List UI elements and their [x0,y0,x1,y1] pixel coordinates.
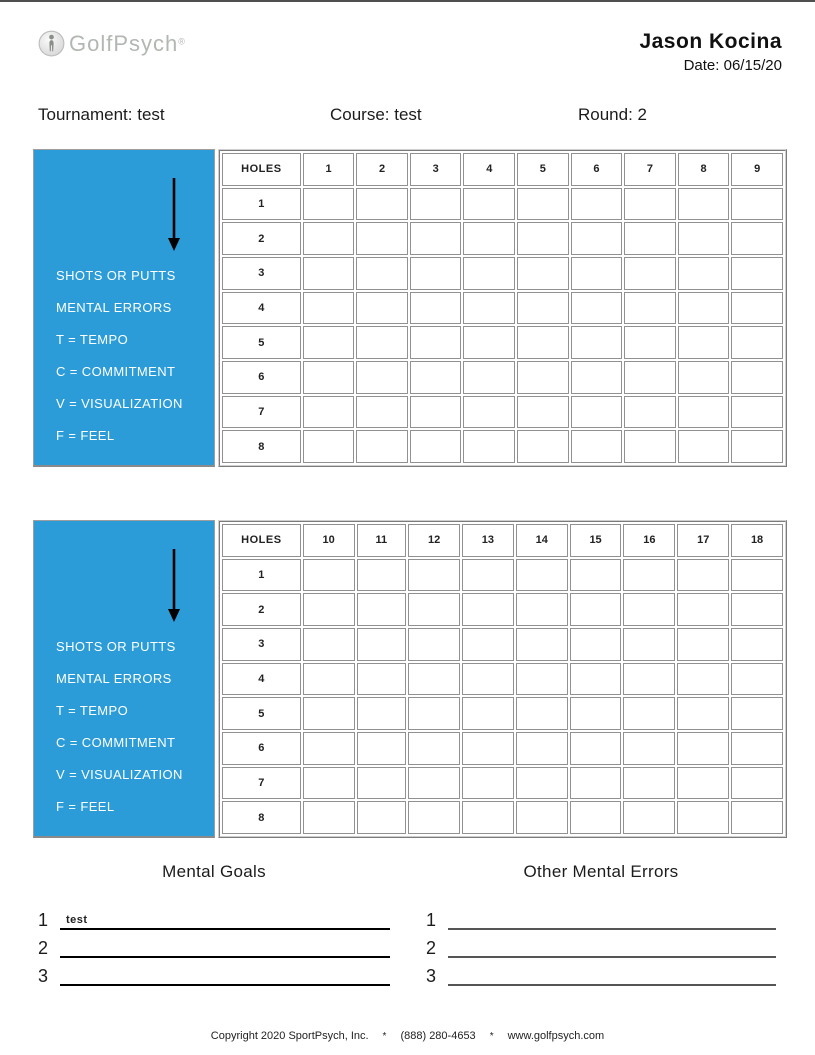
score-cell [517,188,569,221]
score-cell [623,663,675,696]
score-cell [303,732,355,765]
hole-number-header: 6 [571,153,623,186]
course-field: Course: test [330,105,422,124]
score-cell [462,559,514,592]
row-number-cell: 4 [222,292,301,325]
row-number-cell: 4 [222,663,301,696]
goal-line [60,900,390,930]
error-line [448,956,776,986]
score-cell [731,767,783,800]
score-cell [408,697,460,730]
score-cell [357,628,407,661]
score-cell [677,593,729,626]
tournament-field: Tournament: test [38,105,165,124]
score-cell [731,292,783,325]
legend-item: MENTAL ERRORS [56,671,172,686]
score-cell [303,257,355,290]
row-number-cell: 7 [222,396,301,429]
score-cell [570,767,622,800]
error-number: 2 [426,938,437,958]
score-cell [462,628,514,661]
row-number-cell: 6 [222,732,301,765]
score-cell [356,257,408,290]
goal-number: 3 [38,966,49,986]
score-cell [624,188,676,221]
score-cell [570,732,622,765]
score-cell [357,663,407,696]
page-header [38,30,782,74]
score-cell [357,559,407,592]
logo-text: GolfPsych [69,30,179,56]
score-cell [677,767,729,800]
score-cell [357,697,407,730]
score-cell [303,559,355,592]
score-cell [731,732,783,765]
score-cell [624,396,676,429]
score-cell [410,292,462,325]
score-cell [462,663,514,696]
score-cell [623,732,675,765]
score-cell [731,663,783,696]
score-cell [516,628,568,661]
back-nine-section [33,520,787,838]
legend-item: T = TEMPO [56,703,129,718]
score-cell [517,326,569,359]
score-cell [731,188,783,221]
goal-row [38,958,390,986]
score-cell [517,292,569,325]
error-line [448,928,776,958]
score-cell [677,628,729,661]
score-cell [410,222,462,255]
hole-number-header: 16 [623,524,675,557]
hole-number-header: 7 [624,153,676,186]
legend-item: F = FEEL [56,799,115,814]
score-cell [462,732,514,765]
score-cell [570,663,622,696]
score-cell [408,732,460,765]
error-number: 1 [426,910,437,930]
score-cell [516,801,568,834]
score-cell [410,326,462,359]
score-cell [731,396,783,429]
score-cell [731,628,783,661]
score-cell [623,697,675,730]
separator-star: * [382,1031,387,1042]
hole-number-header: 3 [410,153,462,186]
score-cell [410,257,462,290]
legend-list [56,260,208,452]
hole-number-header: 9 [731,153,783,186]
score-cell [356,430,408,463]
hole-number-header: 17 [677,524,729,557]
score-cell [303,396,355,429]
score-cell [731,430,783,463]
score-cell [408,593,460,626]
row-number-cell: 8 [222,801,301,834]
score-cell [303,593,355,626]
score-cell [462,593,514,626]
score-cell [731,559,783,592]
other-mental-errors-title: Other Mental Errors [523,862,679,881]
legend-item: T = TEMPO [56,332,129,347]
row-number-cell: 2 [222,222,301,255]
score-cell [462,697,514,730]
hole-number-header: 2 [356,153,408,186]
score-cell [571,430,623,463]
phone-number: (888) 280-4653 [400,1030,476,1042]
row-number-cell: 3 [222,628,301,661]
score-cell [516,559,568,592]
error-number: 3 [426,966,437,986]
legend-panel-front [33,149,215,467]
website-url: www.golfpsych.com [507,1030,605,1042]
score-cell [570,628,622,661]
person-circle-icon [38,30,65,57]
error-row [426,902,776,930]
goal-row [38,930,390,958]
score-cell [678,188,730,221]
score-cell [677,732,729,765]
hole-number-header: 11 [357,524,407,557]
back-nine-table [218,520,787,838]
score-cell [678,257,730,290]
score-cell [570,697,622,730]
golfpsych-logo [38,30,185,57]
score-cell [731,697,783,730]
down-arrow-icon [164,176,184,252]
front-nine-table [218,149,787,467]
score-cell [463,292,515,325]
error-row [426,958,776,986]
other-mental-errors-block [426,862,776,986]
legend-item: MENTAL ERRORS [56,300,172,315]
legend-item: SHOTS OR PUTTS [56,639,176,654]
score-cell [731,593,783,626]
score-cell [570,593,622,626]
score-cell [678,430,730,463]
score-cell [678,326,730,359]
hole-number-header: 18 [731,524,783,557]
hole-number-header: 1 [303,153,355,186]
score-cell [303,430,355,463]
hole-number-header: 15 [570,524,622,557]
score-cell [677,801,729,834]
score-cell [303,697,355,730]
player-block [639,30,782,74]
score-cell [410,188,462,221]
holes-header-cell: HOLES [222,524,301,557]
mental-goals-title: Mental Goals [162,862,266,881]
copyright-text: Copyright 2020 SportPsych, Inc. [210,1030,369,1042]
score-cell [731,222,783,255]
score-cell [356,188,408,221]
score-cell [463,430,515,463]
score-cell [516,732,568,765]
score-cell [517,396,569,429]
score-cell [623,593,675,626]
score-cell [303,326,355,359]
holes-header-cell: HOLES [222,153,301,186]
score-cell [303,292,355,325]
score-cell [624,222,676,255]
row-number-cell: 6 [222,361,301,394]
error-line [448,900,776,930]
score-cell [678,361,730,394]
score-cell [303,801,355,834]
hole-number-header: 12 [408,524,460,557]
score-cell [408,663,460,696]
score-cell [410,396,462,429]
score-cell [303,663,355,696]
row-number-cell: 5 [222,697,301,730]
score-cell [462,767,514,800]
score-cell [571,361,623,394]
score-cell [408,628,460,661]
score-cell [356,222,408,255]
score-cell [570,559,622,592]
score-cell [677,559,729,592]
score-cell [516,663,568,696]
score-cell [624,430,676,463]
score-cell [517,361,569,394]
score-cell [408,767,460,800]
score-cell [357,767,407,800]
score-cell [516,697,568,730]
row-number-cell: 2 [222,593,301,626]
hole-number-header: 8 [678,153,730,186]
score-cell [623,559,675,592]
score-cell [303,188,355,221]
score-cell [463,326,515,359]
score-cell [356,326,408,359]
score-cell [678,222,730,255]
row-number-cell: 1 [222,559,301,592]
score-cell [357,801,407,834]
score-cell [410,430,462,463]
score-cell [463,361,515,394]
score-cell [303,361,355,394]
registered-mark: ® [178,36,185,47]
legend-item: C = COMMITMENT [56,364,176,379]
row-number-cell: 3 [222,257,301,290]
score-cell [571,326,623,359]
legend-list [56,631,208,823]
score-cell [731,257,783,290]
hole-number-header: 10 [303,524,355,557]
row-number-cell: 7 [222,767,301,800]
score-cell [623,801,675,834]
legend-item: F = FEEL [56,428,115,443]
score-cell [678,396,730,429]
score-cell [571,257,623,290]
hole-number-header: 5 [517,153,569,186]
front-nine-section [33,149,787,467]
legend-panel-back [33,520,215,838]
error-row [426,930,776,958]
score-cell [303,767,355,800]
goal-number: 2 [38,938,49,958]
row-number-cell: 1 [222,188,301,221]
score-cell [410,361,462,394]
legend-item: SHOTS OR PUTTS [56,268,176,283]
score-cell [731,326,783,359]
down-arrow-icon [164,547,184,623]
hole-number-header: 14 [516,524,568,557]
score-cell [570,801,622,834]
goal-value: test [66,914,88,926]
score-cell [463,222,515,255]
score-cell [731,361,783,394]
goal-number: 1 [38,910,49,930]
score-cell [463,257,515,290]
score-cell [571,396,623,429]
score-cell [677,697,729,730]
report-date: Date: 06/15/20 [683,57,782,74]
score-cell [624,257,676,290]
score-cell [517,222,569,255]
round-info-row [0,105,815,129]
hole-number-header: 4 [463,153,515,186]
score-cell [356,292,408,325]
page-footer [0,1030,815,1042]
score-cell [731,801,783,834]
player-name: Jason Kocina [639,30,782,53]
score-cell [571,292,623,325]
score-cell [517,430,569,463]
score-cell [623,767,675,800]
row-number-cell: 5 [222,326,301,359]
score-cell [677,663,729,696]
score-cell [571,188,623,221]
score-cell [408,559,460,592]
goal-line [60,928,390,958]
score-cell [678,292,730,325]
score-cell [624,326,676,359]
goal-row [38,902,390,930]
score-cell [517,257,569,290]
row-number-cell: 8 [222,430,301,463]
score-cell [462,801,514,834]
score-cell [357,732,407,765]
score-cell [516,593,568,626]
legend-item: C = COMMITMENT [56,735,176,750]
round-field: Round: 2 [578,105,647,124]
score-cell [408,801,460,834]
hole-number-header: 13 [462,524,514,557]
score-cell [516,767,568,800]
score-cell [623,628,675,661]
score-cell [356,361,408,394]
score-cell [303,222,355,255]
mental-goals-block [38,862,390,986]
goal-line [60,956,390,986]
score-cell [624,292,676,325]
score-cell [463,396,515,429]
score-cell [463,188,515,221]
legend-item: V = VISUALIZATION [56,396,183,411]
score-cell [624,361,676,394]
score-cell [571,222,623,255]
legend-item: V = VISUALIZATION [56,767,183,782]
score-cell [303,628,355,661]
separator-star: * [489,1031,494,1042]
score-cell [356,396,408,429]
score-cell [357,593,407,626]
